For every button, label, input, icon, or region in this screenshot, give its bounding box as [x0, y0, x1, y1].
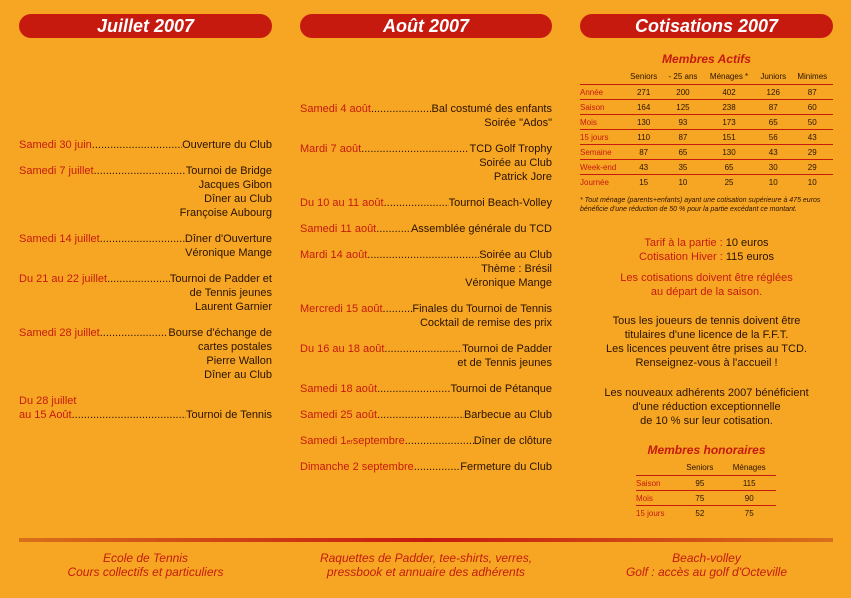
column-header: Seniors	[630, 72, 658, 81]
menage-note: * Tout ménage (parents+enfants) ayant une cotisation supérieure à 475 euros bénéficie d'une réduction de 50 % pour la partie excédant ce montant.	[580, 197, 821, 213]
column-header: Minimes	[797, 72, 828, 81]
footer-left	[19, 551, 272, 579]
event-line	[300, 460, 552, 474]
event-item	[300, 142, 552, 184]
footer-right-line: Beach-volley	[672, 551, 741, 565]
licence-line: titulaires d'une licence de la F.F.T.	[624, 329, 789, 341]
table-cell: 238	[703, 100, 755, 115]
event-item	[300, 434, 552, 448]
event-line	[19, 138, 272, 152]
event-date: Samedi 11 août	[300, 223, 377, 235]
table-cell: 271	[625, 85, 663, 100]
licence-line: Renseignez-vous à l'accueil !	[635, 357, 778, 369]
table-row	[580, 130, 833, 145]
footer-right	[580, 551, 833, 579]
column-header: - 25 ans	[668, 72, 698, 81]
dot-leader	[377, 382, 450, 396]
dot-leader	[383, 302, 413, 316]
table-cell: 90	[722, 491, 776, 506]
august-events	[300, 102, 552, 486]
event-detail: Soirée au Club	[479, 157, 552, 169]
event-detail: Jacques Gibon	[198, 179, 272, 191]
event-line	[300, 248, 552, 262]
table-row	[636, 491, 776, 506]
payment-rule-line: Les cotisations doivent être réglées	[620, 272, 793, 284]
july-header: Juillet 2007	[19, 14, 272, 38]
event-title: Fermeture du Club	[460, 461, 552, 473]
event-line	[19, 326, 272, 340]
table-cell: 125	[663, 100, 703, 115]
event-date: au 15 Août	[19, 409, 72, 421]
event-item	[19, 326, 272, 382]
table-cell: 52	[695, 508, 705, 518]
table-cell: 30	[755, 160, 792, 175]
row-label: Semaine	[580, 145, 625, 160]
event-detail: Cocktail de remise des prix	[419, 317, 552, 329]
event-date: Mardi 14 août	[300, 249, 368, 261]
licence-line: Les licences peuvent être prises au TCD.	[606, 343, 807, 355]
event-title: Dîner de clôture	[473, 435, 552, 447]
cotisations-header: Cotisations 2007	[580, 14, 833, 38]
dot-leader	[384, 196, 449, 210]
event-line	[300, 408, 552, 422]
event-title: TCD Golf Trophy	[469, 143, 552, 155]
event-detail: Pierre Wallon	[206, 355, 272, 367]
table-cell: 164	[625, 100, 663, 115]
event-title: Tournoi de Tennis	[185, 409, 272, 421]
event-line	[19, 408, 272, 422]
event-line: Samedi 1 er septembre ..... Dîner de clôture	[300, 434, 552, 448]
table-header-row	[580, 72, 833, 85]
event-item	[300, 196, 552, 210]
payment-rule	[580, 271, 833, 299]
dot-leader	[371, 102, 432, 116]
event-detail: Dîner au Club	[204, 369, 272, 381]
event-line	[19, 272, 272, 286]
table-cell: 29	[792, 160, 834, 175]
table-cell: 87	[625, 145, 663, 160]
table-cell: 87	[755, 100, 792, 115]
event-date: Samedi 14 juillet	[19, 233, 100, 245]
row-label: Mois	[636, 491, 677, 506]
footer-center-line: pressbook et annuaire des adhérents	[326, 565, 526, 579]
event-title: Bourse d'échange de	[168, 327, 272, 339]
row-label: Saison	[580, 100, 625, 115]
event-date: Dimanche 2 septembre	[300, 461, 414, 473]
actifs-table	[580, 72, 833, 189]
event-item	[300, 342, 552, 370]
table-cell: 95	[677, 476, 722, 491]
table-row	[580, 160, 833, 175]
event-title: Tournoi de Pétanque	[450, 383, 552, 395]
dot-leader	[376, 222, 411, 236]
table-cell: 110	[625, 130, 663, 145]
event-date: Du 21 au 22 juillet	[19, 273, 108, 285]
event-date: Samedi 4 août	[300, 103, 371, 115]
table-cell: 65	[755, 115, 792, 130]
event-item	[19, 138, 272, 152]
table-cell: 130	[625, 115, 663, 130]
table-cell: 50	[792, 115, 834, 130]
event-line	[19, 164, 272, 178]
dot-leader	[100, 232, 185, 246]
event-date: Samedi 30 juin	[19, 139, 92, 151]
event-item	[19, 232, 272, 260]
event-date: Mercredi 15 août	[300, 303, 383, 315]
column-header: Seniors	[686, 463, 714, 472]
event-item	[300, 248, 552, 290]
event-title: Assemblée générale du TCD	[410, 223, 552, 235]
event-date: Du 10 au 11 août	[300, 197, 384, 209]
hiver-line	[580, 250, 833, 264]
table-row	[580, 115, 833, 130]
august-header: Août 2007	[300, 14, 552, 38]
table-cell: 35	[663, 160, 703, 175]
column-header: Juniors	[760, 72, 787, 81]
event-title: Ouverture du Club	[182, 139, 272, 151]
table-cell: 65	[663, 145, 703, 160]
row-label: Saison	[636, 476, 677, 491]
event-line	[300, 302, 552, 316]
event-date: Samedi 18 août	[300, 383, 378, 395]
event-detail: Françoise Aubourg	[179, 207, 272, 219]
event-title: Barbecue au Club	[463, 409, 552, 421]
event-line	[19, 394, 272, 408]
event-line	[300, 196, 552, 210]
event-item	[19, 394, 272, 408]
hiver-label: Cotisation Hiver :	[639, 251, 723, 263]
row-label: Week-end	[580, 160, 625, 175]
table-cell: 43	[625, 160, 663, 175]
table-cell: 75	[744, 508, 754, 518]
footer-right-line: Golf : accès au golf d'Octeville	[625, 565, 788, 579]
event-title: Bal costumé des enfants	[431, 103, 552, 115]
event-detail: Thème : Brésil	[481, 263, 552, 275]
row-label: 15 jours	[580, 130, 625, 145]
event-title: Tournoi de Bridge	[185, 165, 272, 177]
event-title: Tournoi de Padder et	[169, 273, 272, 285]
event-item	[300, 382, 552, 396]
table-cell: 87	[663, 130, 703, 145]
payment-rule-line: au départ de la saison.	[650, 286, 763, 298]
new-members-info	[580, 386, 833, 428]
event-date: Samedi 1	[300, 435, 347, 447]
table-cell: 25	[724, 177, 734, 187]
table-cell: 87	[792, 85, 834, 100]
event-item	[300, 460, 552, 474]
table-cell: 130	[703, 145, 755, 160]
event-item	[300, 102, 552, 130]
licence-info	[580, 314, 833, 370]
event-detail: de Tennis jeunes	[189, 287, 272, 299]
event-detail: Patrick Jore	[493, 171, 552, 183]
actifs-title: Membres Actifs	[662, 52, 751, 66]
dot-leader	[94, 164, 186, 178]
table-cell: 93	[663, 115, 703, 130]
dot-leader	[92, 138, 182, 152]
dot-leader	[107, 272, 170, 286]
dot-leader	[72, 408, 186, 422]
event-date: Samedi 25 août	[300, 409, 378, 421]
new-members-line: d'une réduction exceptionnelle	[632, 401, 781, 413]
event-item	[300, 222, 552, 236]
hiver-value: 115 euros	[725, 251, 774, 263]
table-row	[580, 175, 833, 190]
event-date: Samedi 28 juillet	[19, 327, 100, 339]
event-title: Dîner d'Ouverture	[184, 233, 272, 245]
footer-center-line: Raquettes de Padder, tee-shirts, verres,	[319, 551, 533, 565]
dot-leader	[100, 326, 169, 340]
event-title: Tournoi de Padder	[462, 343, 552, 355]
event-detail: Dîner au Club	[204, 193, 272, 205]
footer-center	[290, 551, 562, 579]
footer-left-line: Cours collectifs et particuliers	[67, 565, 224, 579]
event-detail: Véronique Mange	[465, 277, 552, 289]
event-title: Finales du Tournoi de Tennis	[412, 303, 552, 315]
tarif-line	[580, 236, 833, 250]
table-row	[580, 100, 833, 115]
table-corner	[636, 463, 677, 476]
dot-leader	[405, 434, 474, 448]
licence-line: Tous les joueurs de tennis doivent être	[612, 315, 801, 327]
table-cell: 43	[792, 130, 834, 145]
dot-leader	[361, 142, 469, 156]
table-cell: 65	[703, 160, 755, 175]
table-row	[580, 85, 833, 100]
honoraires-section	[580, 443, 833, 520]
event-line	[300, 142, 552, 156]
event-item	[19, 408, 272, 422]
table-cell: 75	[677, 491, 722, 506]
column-header: Ménages *	[709, 72, 749, 81]
row-label: Mois	[580, 115, 625, 130]
table-cell: 402	[703, 85, 755, 100]
event-date: Du 16 au 18 août	[300, 343, 385, 355]
event-date: Samedi 7 juillet	[19, 165, 94, 177]
event-line	[300, 102, 552, 116]
dot-leader	[377, 408, 464, 422]
event-item	[19, 164, 272, 220]
table-cell: 200	[663, 85, 703, 100]
table-row	[636, 506, 776, 521]
tarif-value: 10 euros	[725, 237, 769, 249]
table-cell: 151	[703, 130, 755, 145]
row-label: Année	[580, 85, 625, 100]
new-members-line: Les nouveaux adhérents 2007 bénéficient	[604, 387, 809, 399]
table-cell: 173	[703, 115, 755, 130]
table-cell: 115	[722, 476, 776, 491]
table-header-row	[636, 463, 776, 476]
event-date: Du 28 juillet	[19, 395, 77, 407]
event-item	[300, 408, 552, 422]
table-row	[636, 476, 776, 491]
event-line	[19, 232, 272, 246]
event-detail: cartes postales	[198, 341, 272, 353]
row-label: 15 jours	[636, 508, 665, 518]
event-line	[300, 382, 552, 396]
table-cell: 15	[639, 177, 649, 187]
table-cell: 10	[678, 177, 688, 187]
table-row	[580, 145, 833, 160]
honoraires-table	[636, 463, 776, 520]
event-date-after: septembre	[352, 435, 405, 447]
actifs-section	[580, 52, 833, 189]
event-item	[19, 272, 272, 314]
table-cell: 10	[807, 177, 817, 187]
event-detail: et de Tennis jeunes	[457, 357, 552, 369]
july-events	[19, 138, 272, 434]
column-header: Ménages	[732, 463, 766, 472]
event-date: Mardi 7 août	[300, 143, 362, 155]
footer-divider	[19, 538, 833, 542]
table-cell: 126	[755, 85, 792, 100]
event-line	[300, 342, 552, 356]
event-detail: Véronique Mange	[185, 247, 272, 259]
event-title: Soirée au Club	[479, 249, 552, 261]
event-detail: Soirée "Ados"	[484, 117, 552, 129]
row-label: Journée	[580, 177, 609, 187]
dot-leader	[384, 342, 462, 356]
table-cell: 43	[755, 145, 792, 160]
event-title: Tournoi Beach-Volley	[448, 197, 552, 209]
table-cell: 56	[755, 130, 792, 145]
new-members-line: de 10 % sur leur cotisation.	[640, 415, 773, 427]
table-cell: 10	[768, 177, 778, 187]
table-cell: 29	[792, 145, 834, 160]
event-line	[300, 222, 552, 236]
event-detail: Laurent Garnier	[194, 301, 272, 313]
event-item	[300, 302, 552, 330]
table-corner	[580, 72, 625, 85]
footer-left-line: Ecole de Tennis	[103, 551, 188, 565]
honoraires-title: Membres honoraires	[647, 443, 766, 457]
tarif-label: Tarif à la partie :	[644, 237, 723, 249]
dot-leader	[367, 248, 479, 262]
table-cell: 60	[792, 100, 834, 115]
dot-leader	[414, 460, 461, 474]
